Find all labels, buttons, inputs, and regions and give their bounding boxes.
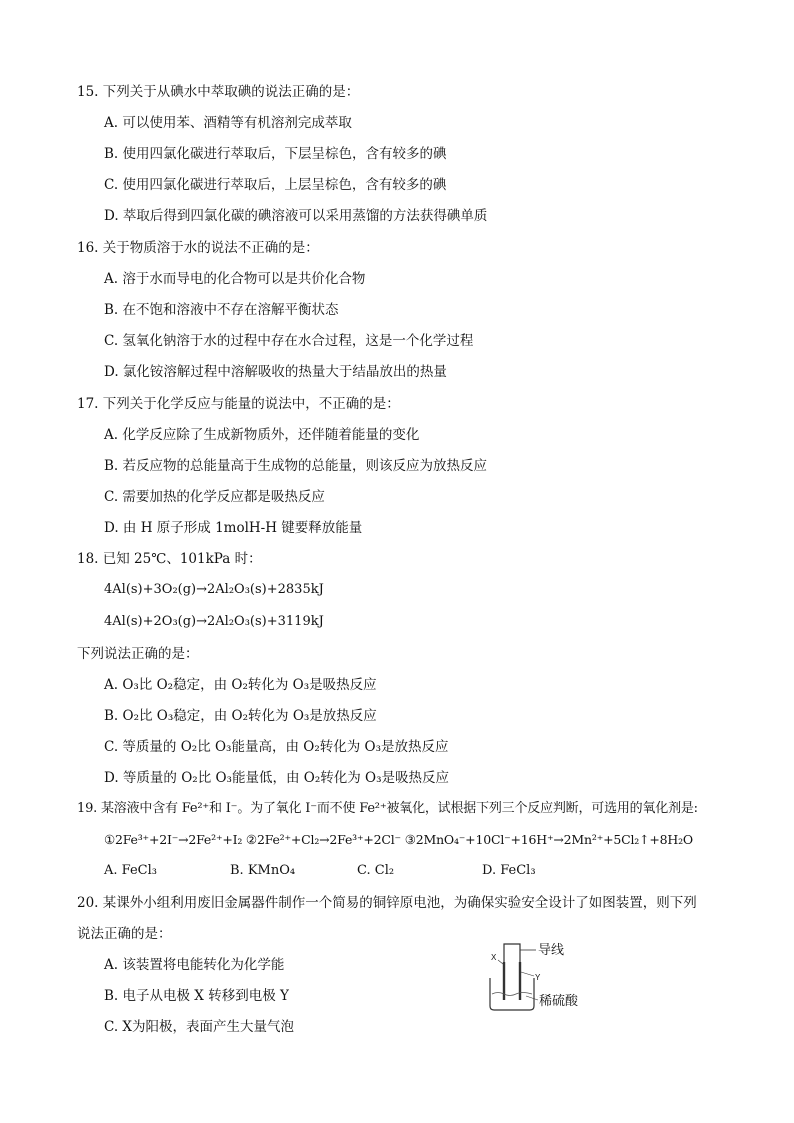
question-17-option-d: D. 由 H 原子形成 1molH-H 键要释放能量 (104, 520, 363, 536)
question-15-stem: 15. 下列关于从碘水中萃取碘的说法正确的是： (77, 84, 360, 100)
question-19-option-c: C. Cl₂ (357, 863, 395, 878)
x-leader (498, 960, 503, 964)
galvanic-cell-diagram (486, 938, 586, 1013)
question-18-equation-1: 4Al(s)+3O₂(g)→2Al₂O₃(s)+2835kJ (104, 582, 324, 597)
question-17-option-a: A. 化学反应除了生成新物质外，还伴随着能量的变化 (104, 427, 420, 443)
question-17-stem: 17. 下列关于化学反应与能量的说法中，不正确的是： (77, 396, 400, 412)
question-16-option-c: C. 氢氧化钠溶于水的过程中存在水合过程，这是一个化学过程 (104, 333, 474, 349)
wire-line (504, 944, 520, 990)
question-16-stem: 16. 关于物质溶于水的说法不正确的是： (77, 240, 319, 256)
question-17-option-c: C. 需要加热的化学反应都是吸热反应 (104, 489, 325, 505)
question-18-option-a: A. O₃比 O₂稳定，由 O₂转化为 O₃是吸热反应 (104, 677, 377, 693)
question-18-option-c: C. 等质量的 O₂比 O₃能量高，由 O₂转化为 O₃是放热反应 (104, 739, 449, 755)
beaker (490, 978, 534, 1010)
question-15-option-d: D. 萃取后得到四氯化碳的碘溶液可以采用蒸馏的方法获得碘单质 (104, 208, 488, 224)
question-15-option-a: A. 可以使用苯、酒精等有机溶剂完成萃取 (104, 115, 352, 131)
wire-label: 导线 (538, 942, 565, 957)
question-20-option-b: B. 电子从电极 X 转移到电极 Y (104, 988, 289, 1004)
y-leader (521, 972, 534, 976)
question-15-option-b: B. 使用四氯化碳进行萃取后，下层呈棕色，含有较多的碘 (104, 146, 447, 162)
question-19-options (0, 862, 794, 880)
question-20-option-a: A. 该装置将电能转化为化学能 (104, 957, 285, 973)
question-18-continuation: 下列说法正确的是： (77, 646, 199, 662)
question-16-option-b: B. 在不饱和溶液中不存在溶解平衡状态 (104, 302, 339, 318)
question-16-option-d: D. 氯化铵溶解过程中溶解吸收的热量大于结晶放出的热量 (104, 364, 447, 380)
question-19-option-d: D. FeCl₃ (482, 863, 536, 878)
question-17-option-b: B. 若反应物的总能量高于生成物的总能量，则该反应为放热反应 (104, 458, 488, 474)
electrode-x-label: X (491, 953, 497, 962)
electrode-y-label: Y (535, 973, 541, 982)
question-18-option-b: B. O₂比 O₃稳定，由 O₂转化为 O₃是放热反应 (104, 708, 377, 724)
question-20-option-c: C. X为阳极，表面产生大量气泡 (104, 1019, 295, 1035)
question-20-continuation: 说法正确的是： (77, 926, 172, 942)
question-19-reactions: ①2Fe³⁺+2I⁻→2Fe²⁺+I₂ ②2Fe²⁺+Cl₂→2Fe³⁺+2Cl⁻ ③2MnO₄⁻+10Cl⁻+16H⁺→2Mn²⁺+5Cl₂↑+8H₂O (104, 832, 693, 847)
question-19-option-a: A. FeCl₃ (104, 863, 157, 878)
solution-label: 稀硫酸 (539, 993, 579, 1008)
solution-surface (492, 993, 532, 996)
question-18-equation-2: 4Al(s)+2O₃(g)→2Al₂O₃(s)+3119kJ (104, 614, 324, 629)
question-18-option-d: D. 等质量的 O₂比 O₃能量低，由 O₂转化为 O₃是吸热反应 (104, 770, 450, 786)
question-16-option-a: A. 溶于水而导电的化合物可以是共价化合物 (104, 271, 366, 287)
question-15-option-c: C. 使用四氯化碳进行萃取后，上层呈棕色，含有较多的碘 (104, 177, 447, 193)
question-18-stem: 18. 已知 25℃、101kPa 时： (77, 551, 262, 567)
solution-leader (526, 996, 538, 1000)
question-19-stem: 19. 某溶液中含有 Fe²⁺和 I⁻。为了氧化 I⁻而不使 Fe²⁺被氧化，试根据下列三个反应判断，可选用的氧化剂是: (77, 801, 698, 816)
question-19-option-b: B. KMnO₄ (230, 863, 296, 878)
question-20-stem: 20. 某课外小组利用废旧金属器件制作一个简易的铜锌原电池，为确保实验安全设计了如图装置，则下列 (77, 895, 697, 911)
